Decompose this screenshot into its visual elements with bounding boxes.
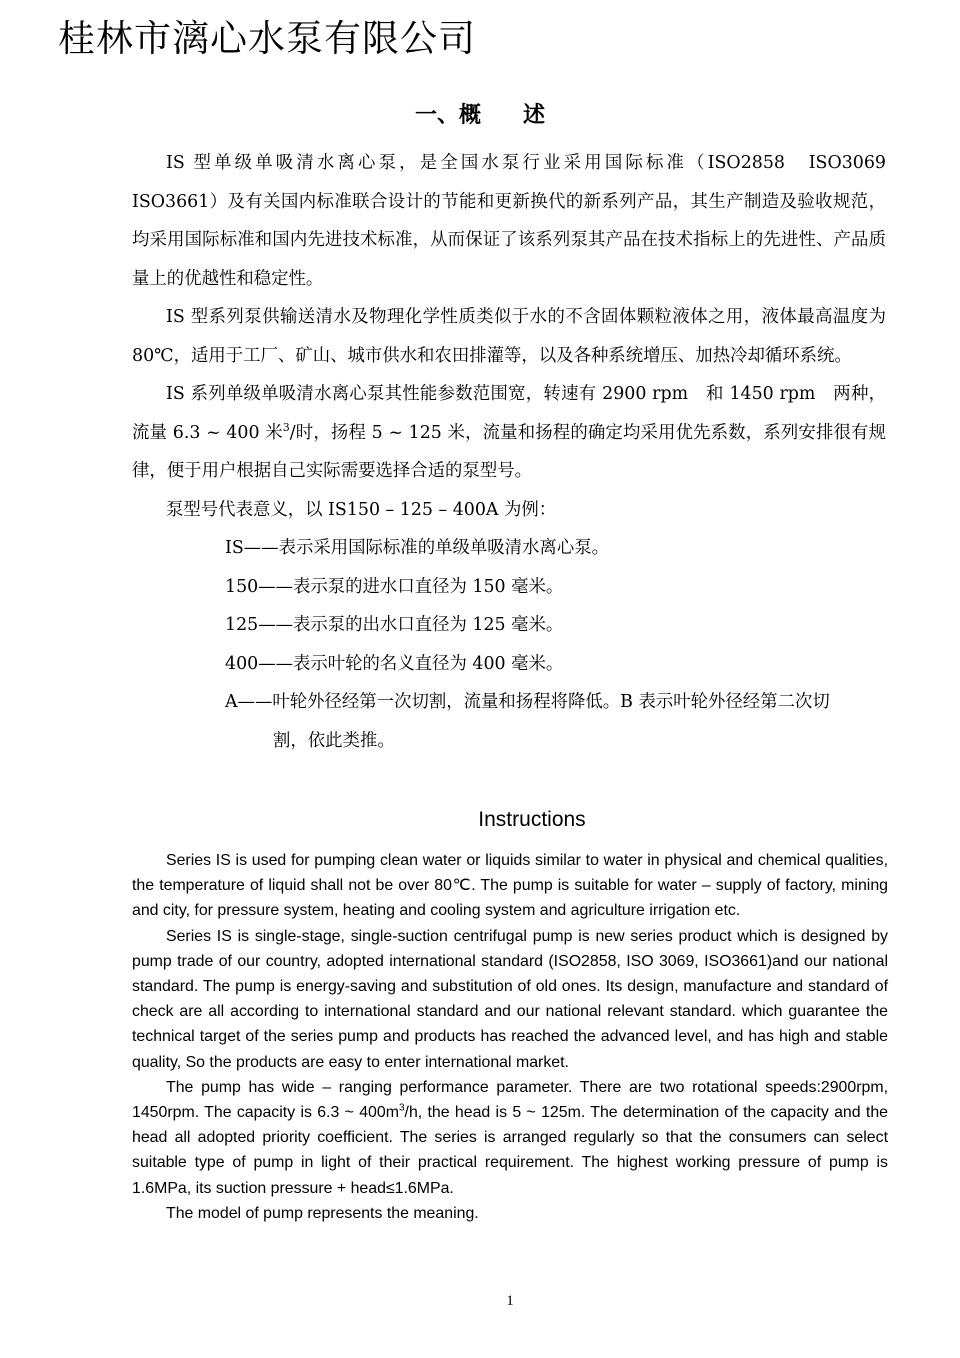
english-body <box>132 848 888 1226</box>
en-paragraph-3-part-b: /h, the head is 5 ~ 125m. The determination of the capacity and the head all adopted priority coefficient. The series is arranged regularly so that the consumers can select suitable type of pump in light of their practical requirement. The highest working pressure of pump is 1.6MPa, its suction pressure + head≤1.6MPa. <box>132 1104 888 1197</box>
model-item-a-line2: 割，依此类推。 <box>273 730 395 751</box>
cn-paragraph-3-part-a: IS 系列单级单吸清水离心泵其性能参数范围宽，转速有 2900 rpm 和 1450 rpm 两种，流量 6.3 ~ 400 米 <box>132 384 886 443</box>
section-title-cn-part2: 述 <box>523 102 546 128</box>
en-superscript: 3 <box>398 1102 405 1114</box>
cn-paragraph-2: IS 型系列泵供输送清水及物理化学性质类似于水的不含固体颗粒液体之用，液体最高温度为 80℃，适用于工厂、矿山、城市供水和农田排灌等，以及各种系统增压、加热冷却循环系统。 <box>132 307 886 366</box>
model-item-150: 150——表示泵的进水口直径为 150 毫米。 <box>225 576 564 597</box>
company-name: 桂林市漓心水泵有限公司 <box>58 17 476 60</box>
model-item-is: IS——表示采用国际标准的单级单吸清水离心泵。 <box>225 538 609 558</box>
en-paragraph-1: Series IS is used for pumping clean water or liquids similar to water in physical and chemical qualities, the temperature of liquid shall not be over 80℃. The pump is suitable for water – supply of factory, mining and city, for pressure system, heating and cooling system and agriculture irrigation etc. <box>132 852 888 920</box>
cn-paragraph-3-part-b: /时，扬程 5 ~ 125 米，流量和扬程的确定均采用优先系数，系列安排很有规律，便于用户根据自己实际需要选择合适的泵型号。 <box>132 422 886 481</box>
page-number: 1 <box>506 1293 514 1309</box>
model-item-125: 125——表示泵的出水口直径为 125 毫米。 <box>225 615 564 635</box>
en-paragraph-4: The model of pump represents the meaning. <box>166 1204 479 1222</box>
en-paragraph-3 <box>132 1075 888 1201</box>
en-paragraph-2: Series IS is single-stage, single-suction centrifugal pump is new series product which is designed by pump trade of our country, adopted international standard (ISO2858, ISO 3069, ISO3661)and our national standard. The pump is energy-saving and substitution of old ones. Its design, manufacture and standard of check are all according to international standard and our national relevant standard. which guarantee the technical target of the series pump and products has reached the advanced level, and has high and stable quality, So the products are easy to enter international market. <box>132 927 888 1071</box>
en-paragraph-3-part-a: The pump has wide – ranging performance parameter. There are two rotational speeds:2900rpm, 1450rpm. The capacity is 6.3 ~ 400m <box>132 1078 888 1122</box>
section-title-cn-part1: 一、概 <box>414 102 481 128</box>
model-item-a-line1: A——叶轮外径经第一次切割，流量和扬程将降低。B 表示叶轮外径经第二次切 <box>225 692 830 712</box>
cn-paragraph-3 <box>132 375 886 491</box>
chinese-body <box>132 144 886 760</box>
cn-paragraph-4: 泵型号代表意义，以 IS150 – 125 – 400A 为例： <box>166 499 557 520</box>
section-title-en: Instructions <box>478 808 586 831</box>
section-title-cn <box>0 98 960 129</box>
model-item-400: 400——表示叶轮的名义直径为 400 毫米。 <box>225 653 564 674</box>
cn-superscript: 3 <box>282 420 290 434</box>
cn-paragraph-1: IS 型单级单吸清水离心泵，是全国水泵行业采用国际标准（ISO2858 ISO3069 ISO3661）及有关国内标准联合设计的节能和更新换代的新系列产品，其生产制造及验收规范，均采用国际标准和国内先进技术标准，从而保证了该系列泵其产品在技术指标上的先进性、产品质量上的优越性和稳定性。 <box>132 153 886 289</box>
